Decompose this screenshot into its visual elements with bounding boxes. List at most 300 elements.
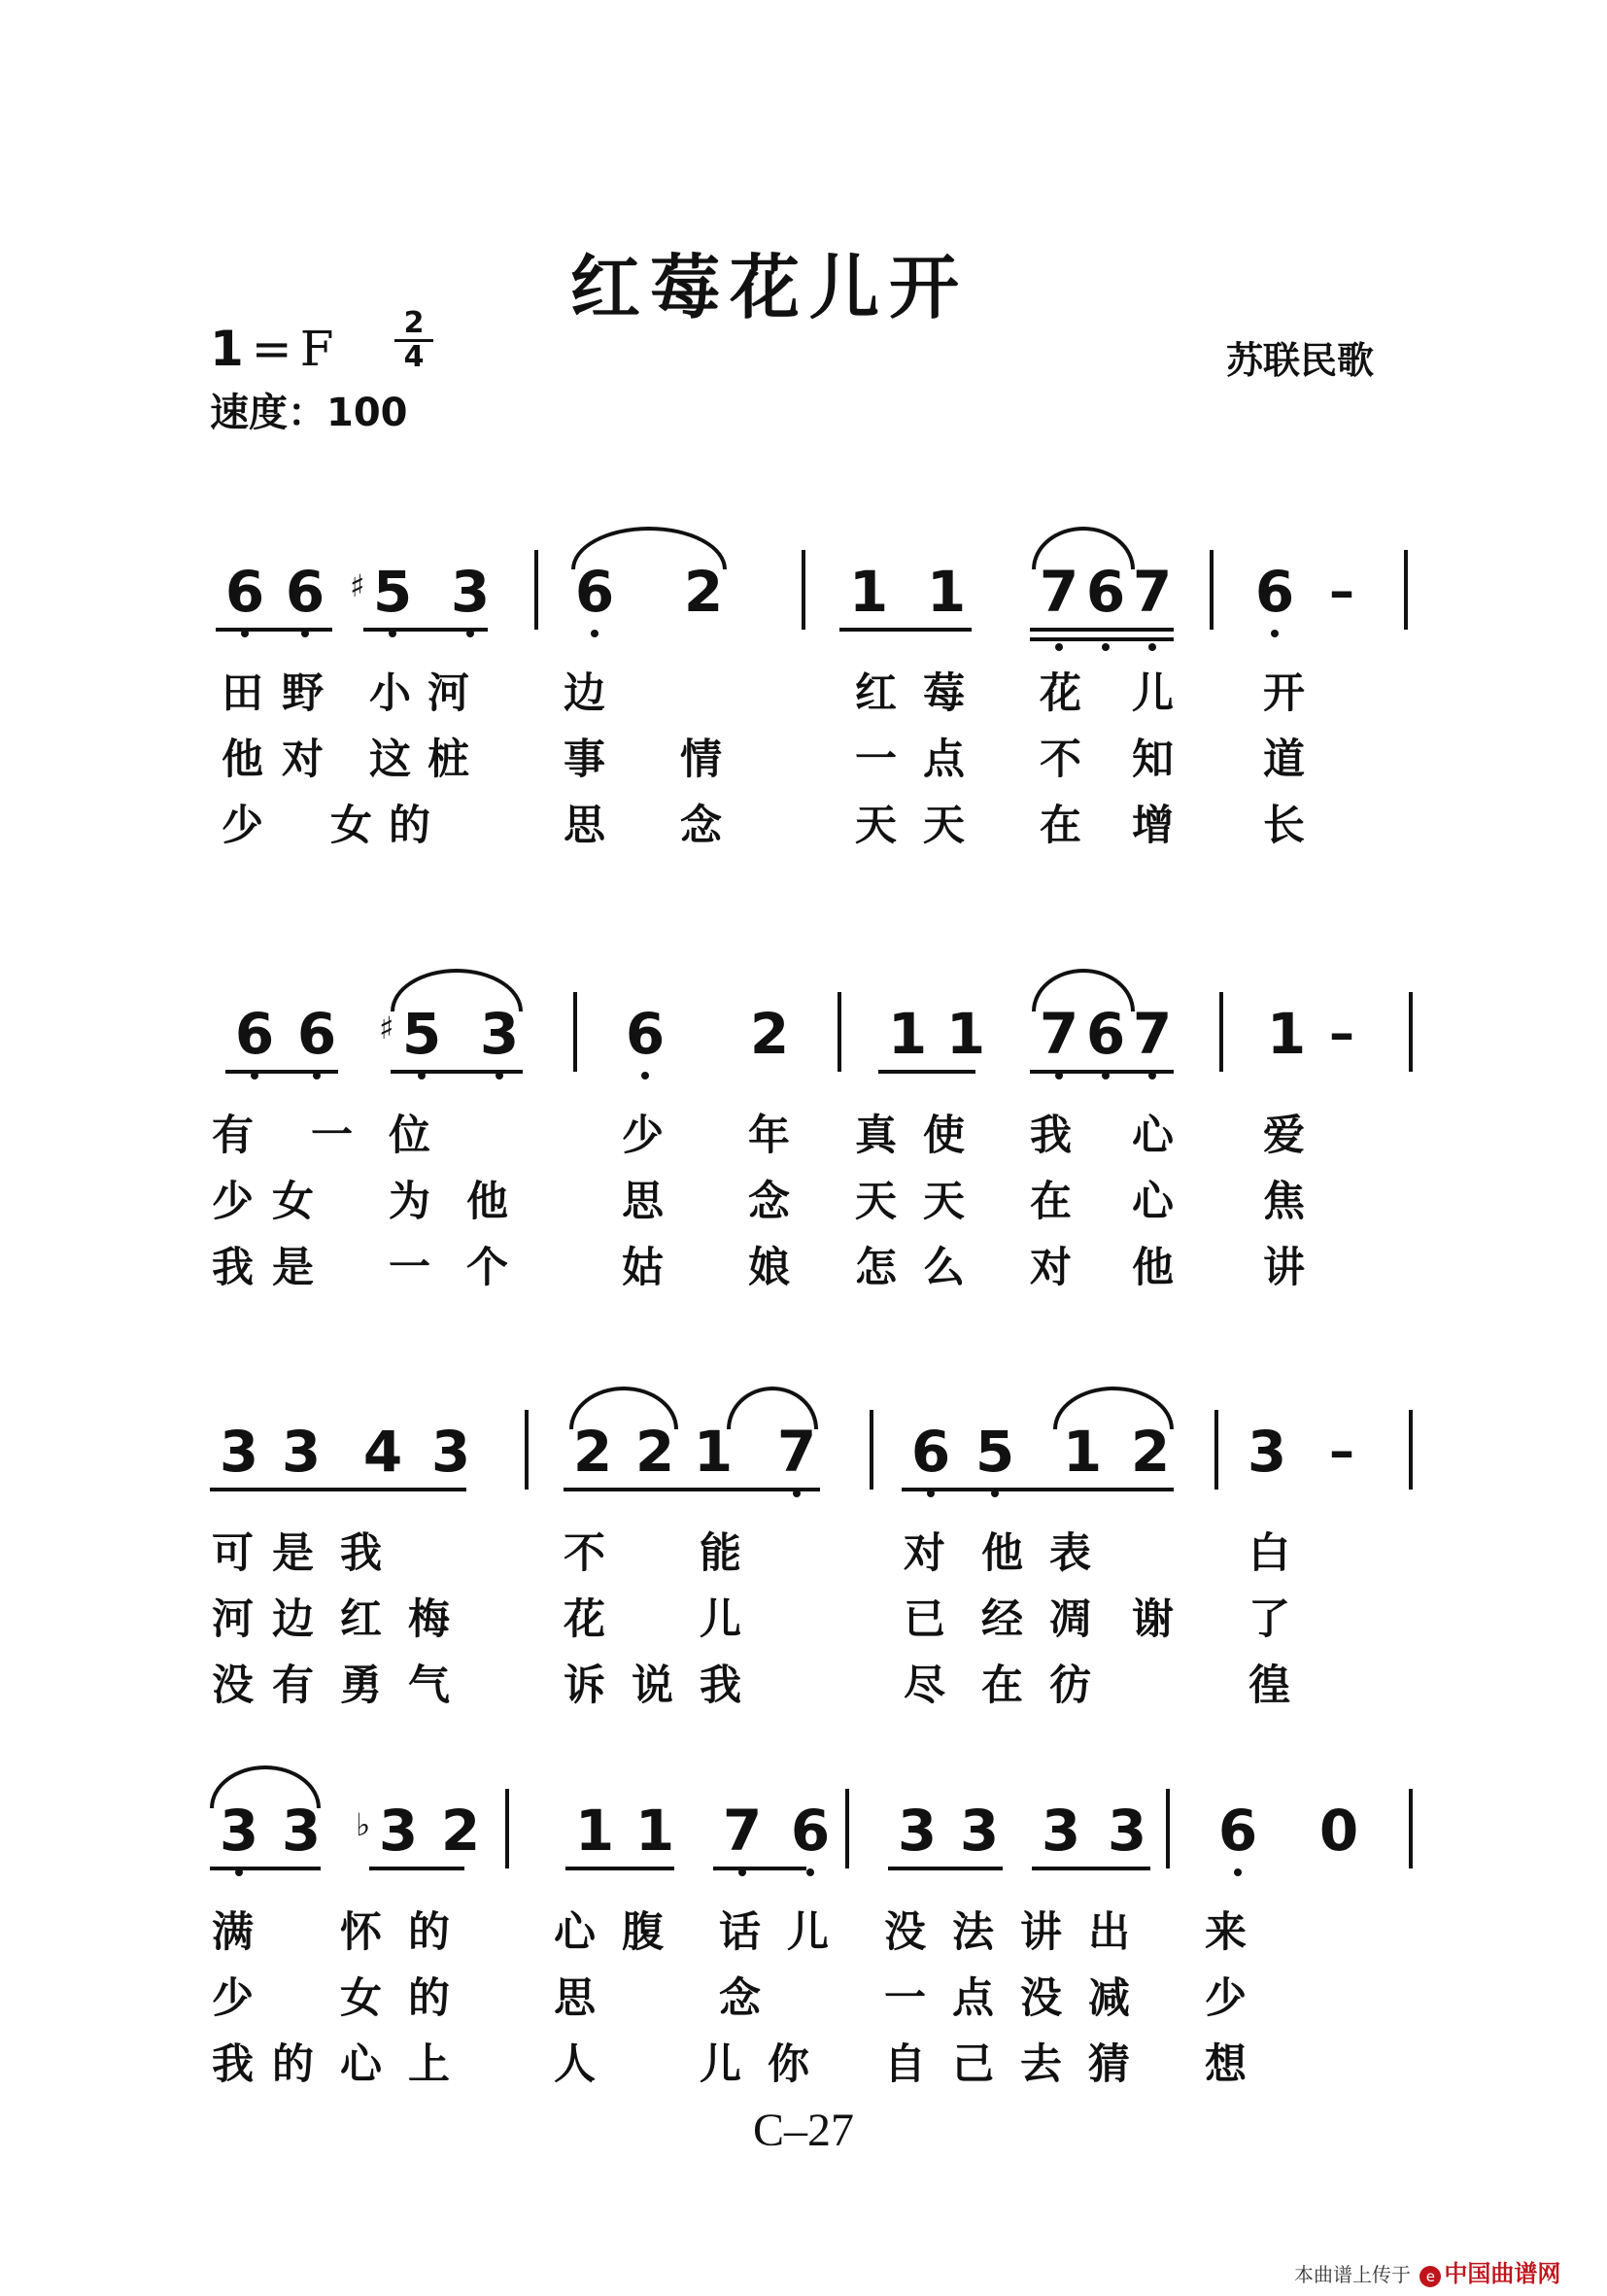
lyric-char: 这 — [369, 736, 411, 784]
octave-dot-low — [641, 1072, 649, 1079]
octave-dot-low — [806, 1868, 814, 1876]
note-digit: 6 — [1085, 559, 1126, 625]
note — [569, 1419, 616, 1485]
lyric-char: 的 — [389, 802, 430, 850]
note-digit: 3 — [219, 1798, 259, 1864]
lyric-char: 白 — [1248, 1529, 1290, 1578]
lyric-char: 我 — [700, 1662, 741, 1710]
lyric-char: 道 — [1263, 736, 1305, 784]
note-digit: 2 — [749, 1001, 790, 1067]
note — [231, 1001, 278, 1067]
octave-dot-low — [1271, 630, 1279, 637]
lyric-char: 天 — [855, 802, 897, 850]
lyric-char: 是 — [272, 1529, 314, 1578]
lyric-char: 河 — [427, 669, 469, 718]
watermark-prefix: 本曲谱上传于 — [1294, 2263, 1411, 2286]
lyric-char: 少 — [222, 802, 263, 850]
lyric-char: 可 — [212, 1529, 254, 1578]
lyric-char: 讲 — [1263, 1244, 1305, 1292]
lyric-char: 心 — [340, 2040, 382, 2089]
lyric-char: 边 — [564, 669, 605, 718]
lyric-char: 天 — [855, 1178, 897, 1226]
note — [923, 559, 970, 625]
lyric-char: 河 — [212, 1595, 254, 1644]
note-digit: 3 — [378, 1798, 419, 1864]
note-digit: 5 — [372, 559, 413, 625]
lyric-char: 思 — [554, 1974, 596, 2023]
lyric-char: 儿 — [700, 2040, 741, 2089]
note-digit: 1 — [1266, 1001, 1307, 1067]
lyric-char: 的 — [272, 2040, 314, 2089]
octave-dot-low — [1055, 643, 1063, 651]
lyric-char: 使 — [923, 1112, 965, 1160]
note-digit: 1 — [848, 559, 889, 625]
lyric-char: 气 — [408, 1662, 450, 1710]
lyric-char: 对 — [1030, 1244, 1072, 1292]
lyric-char: 在 — [1030, 1178, 1072, 1226]
lyric-char: 女 — [340, 1974, 382, 2023]
lyric-char: 少 — [212, 1974, 254, 2023]
lyric-char: 娘 — [748, 1244, 790, 1292]
note-digit: 5 — [974, 1419, 1015, 1485]
note-digit: 6 — [224, 559, 265, 625]
lyric-char: 真 — [855, 1112, 897, 1160]
note — [571, 559, 618, 625]
note-digit: 3 — [897, 1798, 938, 1864]
lyric-char: 天 — [923, 802, 965, 850]
note — [1036, 559, 1082, 625]
note — [356, 1798, 422, 1864]
lyric-char: 的 — [408, 1974, 450, 2023]
note-digit: 2 — [572, 1419, 613, 1485]
lyric-char: 一 — [389, 1244, 430, 1292]
lyric-char: 讲 — [1020, 1908, 1062, 1957]
barline — [1166, 1789, 1170, 1868]
lyric-char: 对 — [282, 736, 324, 784]
note — [746, 1001, 793, 1067]
key-signature — [210, 321, 333, 377]
lyric-char: 法 — [952, 1908, 994, 1957]
barline — [1409, 992, 1413, 1072]
note-digit: 7 — [1132, 559, 1173, 625]
note — [427, 1419, 474, 1485]
note — [907, 1419, 954, 1485]
lyric-char: 开 — [1263, 669, 1305, 718]
beam-underline — [564, 1488, 820, 1491]
note-digit: 7 — [1039, 1001, 1079, 1067]
lyric-char: 念 — [719, 1974, 761, 2023]
beam-underline — [565, 1867, 674, 1870]
lyric-char: 说 — [632, 1662, 673, 1710]
note-digit: 3 — [1107, 1798, 1147, 1864]
note-digit: 3 — [430, 1419, 471, 1485]
lyric-char: 人 — [554, 2040, 596, 2089]
barline — [802, 550, 805, 630]
lyric-char: 田 — [222, 669, 263, 718]
beam-underline — [878, 1070, 975, 1074]
lyric-char: 花 — [564, 1595, 605, 1644]
note-digit: 1 — [693, 1419, 734, 1485]
lyric-char: 少 — [622, 1112, 664, 1160]
lyric-char: 个 — [466, 1244, 508, 1292]
note — [379, 1001, 445, 1067]
beam-underline — [216, 628, 332, 632]
note — [1263, 1001, 1310, 1067]
note-digit: 6 — [1254, 559, 1295, 625]
lyric-char: 彷 — [1049, 1662, 1091, 1710]
lyric-char: 猜 — [1088, 2040, 1130, 2089]
lyric-char: 自 — [884, 2040, 926, 2089]
beam-underline — [888, 1867, 1003, 1870]
lyric-char: 情 — [680, 736, 722, 784]
lyric-char: 怀 — [340, 1908, 382, 1957]
lyric-char: 位 — [389, 1112, 430, 1160]
note — [942, 1001, 989, 1067]
lyric-char: 在 — [1040, 802, 1081, 850]
lyric-char: 对 — [904, 1529, 945, 1578]
page-number: C–27 — [752, 2105, 854, 2156]
lyric-char: 已 — [904, 1595, 945, 1644]
lyric-char: 一 — [311, 1112, 353, 1160]
lyric-char: 花 — [1040, 669, 1081, 718]
lyric-char: 知 — [1132, 736, 1174, 784]
note-digit: 1 — [1062, 1419, 1103, 1485]
note-digit: 7 — [1132, 1001, 1173, 1067]
note-digit: 3 — [1041, 1798, 1081, 1864]
lyric-char: 长 — [1263, 802, 1305, 850]
note — [956, 1798, 1003, 1864]
lyric-char: 儿 — [1132, 669, 1174, 718]
key-name: F — [299, 321, 334, 377]
note — [216, 1798, 262, 1864]
lyric-char: 姑 — [622, 1244, 664, 1292]
lyric-char: 诉 — [564, 1662, 605, 1710]
note — [1129, 559, 1176, 625]
note — [278, 1798, 325, 1864]
note — [622, 1001, 668, 1067]
beam-underline — [210, 1867, 321, 1870]
barline — [1409, 1789, 1413, 1868]
note-digit: 4 — [362, 1419, 403, 1485]
sharp-sign: ♯ — [350, 567, 365, 604]
note — [437, 1798, 484, 1864]
lyric-char: 点 — [952, 1974, 994, 2023]
lyric-char: 焦 — [1263, 1178, 1305, 1226]
note-digit: 3 — [281, 1419, 322, 1485]
lyric-char: 心 — [1132, 1178, 1174, 1226]
barline — [525, 1410, 529, 1490]
lyric-char: 年 — [748, 1112, 790, 1160]
note-digit: 3 — [450, 559, 491, 625]
barline — [573, 992, 577, 1072]
lyric-char: 边 — [272, 1595, 314, 1644]
note-digit: 3 — [479, 1001, 520, 1067]
note — [1082, 559, 1129, 625]
lyric-char: 没 — [1020, 1974, 1062, 2023]
lyric-char: 没 — [884, 1908, 926, 1957]
lyric-char: 有 — [272, 1662, 314, 1710]
note-digit: 6 — [574, 559, 615, 625]
lyric-char: 勇 — [340, 1662, 382, 1710]
lyric-char: 谢 — [1132, 1595, 1174, 1644]
note — [282, 559, 328, 625]
note-digit: 7 — [722, 1798, 763, 1864]
octave-dot-low — [1102, 643, 1110, 651]
lyric-char: 少 — [1205, 1974, 1247, 2023]
lyric-char: 为 — [389, 1178, 430, 1226]
note — [350, 559, 416, 625]
beam-underline — [391, 1070, 523, 1074]
beam-underline — [1030, 637, 1174, 641]
barline — [505, 1789, 509, 1868]
barline — [838, 992, 841, 1072]
lyric-char: 凋 — [1049, 1595, 1091, 1644]
note — [1244, 1419, 1290, 1485]
lyric-char: 少 — [212, 1178, 254, 1226]
note-digit: 7 — [1039, 559, 1079, 625]
lyric-char: 事 — [564, 736, 605, 784]
note-digit: 3 — [281, 1798, 322, 1864]
lyric-char: 腹 — [622, 1908, 664, 1957]
note — [278, 1419, 325, 1485]
note-digit: 6 — [1217, 1798, 1258, 1864]
lyric-char: 我 — [212, 1244, 254, 1292]
note — [1316, 1798, 1362, 1864]
beam-underline — [839, 628, 972, 632]
octave-dot-low — [591, 630, 598, 637]
note — [571, 1798, 618, 1864]
key-equals: = — [251, 321, 292, 377]
note — [1036, 1001, 1082, 1067]
beam-underline — [902, 1488, 1174, 1491]
octave-dot-low — [1148, 643, 1156, 651]
lyric-char: 点 — [923, 736, 965, 784]
barline — [534, 550, 538, 630]
lyric-char: 怎 — [855, 1244, 897, 1292]
note-digit: 2 — [1130, 1419, 1171, 1485]
watermark — [1294, 2254, 1560, 2288]
lyric-char: 了 — [1248, 1595, 1290, 1644]
slur-tie — [727, 1387, 818, 1429]
lyric-char: 天 — [923, 1178, 965, 1226]
note — [680, 559, 727, 625]
lyric-char: 梅 — [408, 1595, 450, 1644]
time-signature-top: 2 — [403, 306, 425, 340]
beam-underline — [369, 1867, 464, 1870]
note-digit: 0 — [1318, 1798, 1359, 1864]
lyric-char: 思 — [564, 802, 605, 850]
lyric-char: 徨 — [1248, 1662, 1290, 1710]
lyric-char: 去 — [1020, 2040, 1062, 2089]
barline — [1214, 1410, 1218, 1490]
beam-underline — [363, 628, 488, 632]
note — [1127, 1419, 1174, 1485]
note — [293, 1001, 340, 1067]
note-digit: 6 — [790, 1798, 831, 1864]
lyric-char: 己 — [952, 2040, 994, 2089]
lyric-char: 红 — [340, 1595, 382, 1644]
lyric-char: 没 — [212, 1662, 254, 1710]
lyric-char: 他 — [466, 1178, 508, 1226]
note — [1059, 1419, 1106, 1485]
lyric-char: 思 — [622, 1178, 664, 1226]
watermark-site: 中国曲谱网 — [1444, 2260, 1561, 2287]
lyric-char: 你 — [768, 2040, 809, 2089]
note-digit: 6 — [625, 1001, 666, 1067]
note — [359, 1419, 406, 1485]
note — [894, 1798, 940, 1864]
lyric-char: 他 — [1132, 1244, 1174, 1292]
lyric-char: 他 — [222, 736, 263, 784]
key-prefix: 1 — [210, 321, 244, 377]
lyric-char: 儿 — [700, 1595, 741, 1644]
barline — [1404, 550, 1408, 630]
beam-underline — [1030, 628, 1174, 632]
sustain-dash: – — [1329, 563, 1354, 621]
note-digit: 7 — [776, 1419, 817, 1485]
lyric-char: 一 — [855, 736, 897, 784]
lyric-char: 有 — [212, 1112, 254, 1160]
lyric-char: 红 — [855, 669, 897, 718]
note-digit: 1 — [926, 559, 967, 625]
note — [719, 1798, 766, 1864]
lyric-char: 么 — [923, 1244, 965, 1292]
barline — [1219, 992, 1223, 1072]
sharp-sign: ♯ — [379, 1010, 394, 1046]
slur-tie — [1032, 969, 1135, 1011]
note — [1251, 559, 1298, 625]
lyric-char: 一 — [884, 1974, 926, 2023]
note-digit: 6 — [296, 1001, 337, 1067]
slur-tie — [571, 527, 727, 569]
slur-tie — [1032, 527, 1135, 569]
note-digit: 6 — [285, 559, 325, 625]
lyric-char: 不 — [564, 1529, 605, 1578]
note — [222, 559, 268, 625]
lyric-char: 上 — [408, 2040, 450, 2089]
note-digit: 1 — [945, 1001, 986, 1067]
lyric-char: 出 — [1088, 1908, 1130, 1957]
beam-underline — [210, 1488, 466, 1491]
slur-tie — [1053, 1387, 1174, 1429]
note — [787, 1798, 834, 1864]
lyric-char: 桩 — [427, 736, 469, 784]
sustain-dash: – — [1329, 1005, 1354, 1063]
slur-tie — [391, 969, 523, 1011]
note — [1214, 1798, 1261, 1864]
barline — [1409, 1410, 1413, 1490]
lyric-char: 是 — [272, 1244, 314, 1292]
lyric-char: 我 — [340, 1529, 382, 1578]
composer: 苏联民歌 — [1226, 339, 1375, 382]
note-digit: 6 — [910, 1419, 951, 1485]
lyric-char: 表 — [1049, 1529, 1091, 1578]
note-digit: 1 — [634, 1798, 675, 1864]
flat-sign: ♭ — [356, 1806, 371, 1843]
beam-underline — [1032, 1867, 1150, 1870]
note-digit: 3 — [219, 1419, 259, 1485]
song-title: 红莓花儿开 — [569, 246, 969, 328]
lyric-char: 我 — [212, 2040, 254, 2089]
note-digit: 5 — [401, 1001, 442, 1067]
note-digit: 2 — [440, 1798, 481, 1864]
lyric-char: 话 — [719, 1908, 761, 1957]
lyric-char: 减 — [1088, 1974, 1130, 2023]
note — [1129, 1001, 1176, 1067]
lyric-char: 的 — [408, 1908, 450, 1957]
lyric-char: 爱 — [1263, 1112, 1305, 1160]
time-signature — [394, 306, 433, 374]
note — [1038, 1798, 1084, 1864]
note — [216, 1419, 262, 1485]
note — [632, 1419, 678, 1485]
note-digit: 3 — [1247, 1419, 1287, 1485]
lyric-char: 来 — [1205, 1908, 1247, 1957]
lyric-char: 经 — [981, 1595, 1023, 1644]
note — [632, 1798, 678, 1864]
barline — [845, 1789, 849, 1868]
note-digit: 6 — [1085, 1001, 1126, 1067]
lyric-char: 在 — [981, 1662, 1023, 1710]
note-digit: 2 — [683, 559, 724, 625]
slur-tie — [210, 1765, 321, 1808]
lyric-char: 心 — [1132, 1112, 1174, 1160]
octave-dot-low — [1234, 1868, 1242, 1876]
lyric-char: 念 — [748, 1178, 790, 1226]
barline — [1210, 550, 1214, 630]
note-digit: 1 — [574, 1798, 615, 1864]
beam-underline — [713, 1867, 806, 1870]
sustain-dash: – — [1329, 1422, 1354, 1481]
time-signature-bottom: 4 — [403, 340, 425, 374]
note — [1104, 1798, 1150, 1864]
note-digit: 6 — [234, 1001, 275, 1067]
slur-tie — [569, 1387, 678, 1429]
lyric-char: 能 — [700, 1529, 741, 1578]
note — [476, 1001, 523, 1067]
lyric-char: 小 — [369, 669, 411, 718]
barline — [870, 1410, 873, 1490]
lyric-char: 女 — [272, 1178, 314, 1226]
note-digit: 2 — [634, 1419, 675, 1485]
lyric-char: 女 — [330, 802, 372, 850]
beam-underline — [225, 1070, 338, 1074]
note — [845, 559, 892, 625]
lyric-char: 心 — [554, 1908, 596, 1957]
note-digit: 3 — [959, 1798, 1000, 1864]
lyric-char: 不 — [1040, 736, 1081, 784]
note-digit: 1 — [887, 1001, 928, 1067]
lyric-char: 念 — [680, 802, 722, 850]
lyric-char: 野 — [282, 669, 324, 718]
lyric-char: 我 — [1030, 1112, 1072, 1160]
beam-underline — [1030, 1070, 1174, 1074]
note — [1082, 1001, 1129, 1067]
site-logo-icon: e — [1419, 2266, 1441, 2287]
lyric-char: 他 — [981, 1529, 1023, 1578]
lyric-char: 莓 — [923, 669, 965, 718]
note — [773, 1419, 820, 1485]
lyric-char: 想 — [1205, 2040, 1247, 2089]
lyric-char: 满 — [212, 1908, 254, 1957]
lyric-char: 尽 — [904, 1662, 945, 1710]
lyric-char: 儿 — [787, 1908, 829, 1957]
note — [884, 1001, 931, 1067]
note — [447, 559, 494, 625]
note — [972, 1419, 1018, 1485]
lyric-char: 增 — [1132, 802, 1174, 850]
note — [690, 1419, 736, 1485]
